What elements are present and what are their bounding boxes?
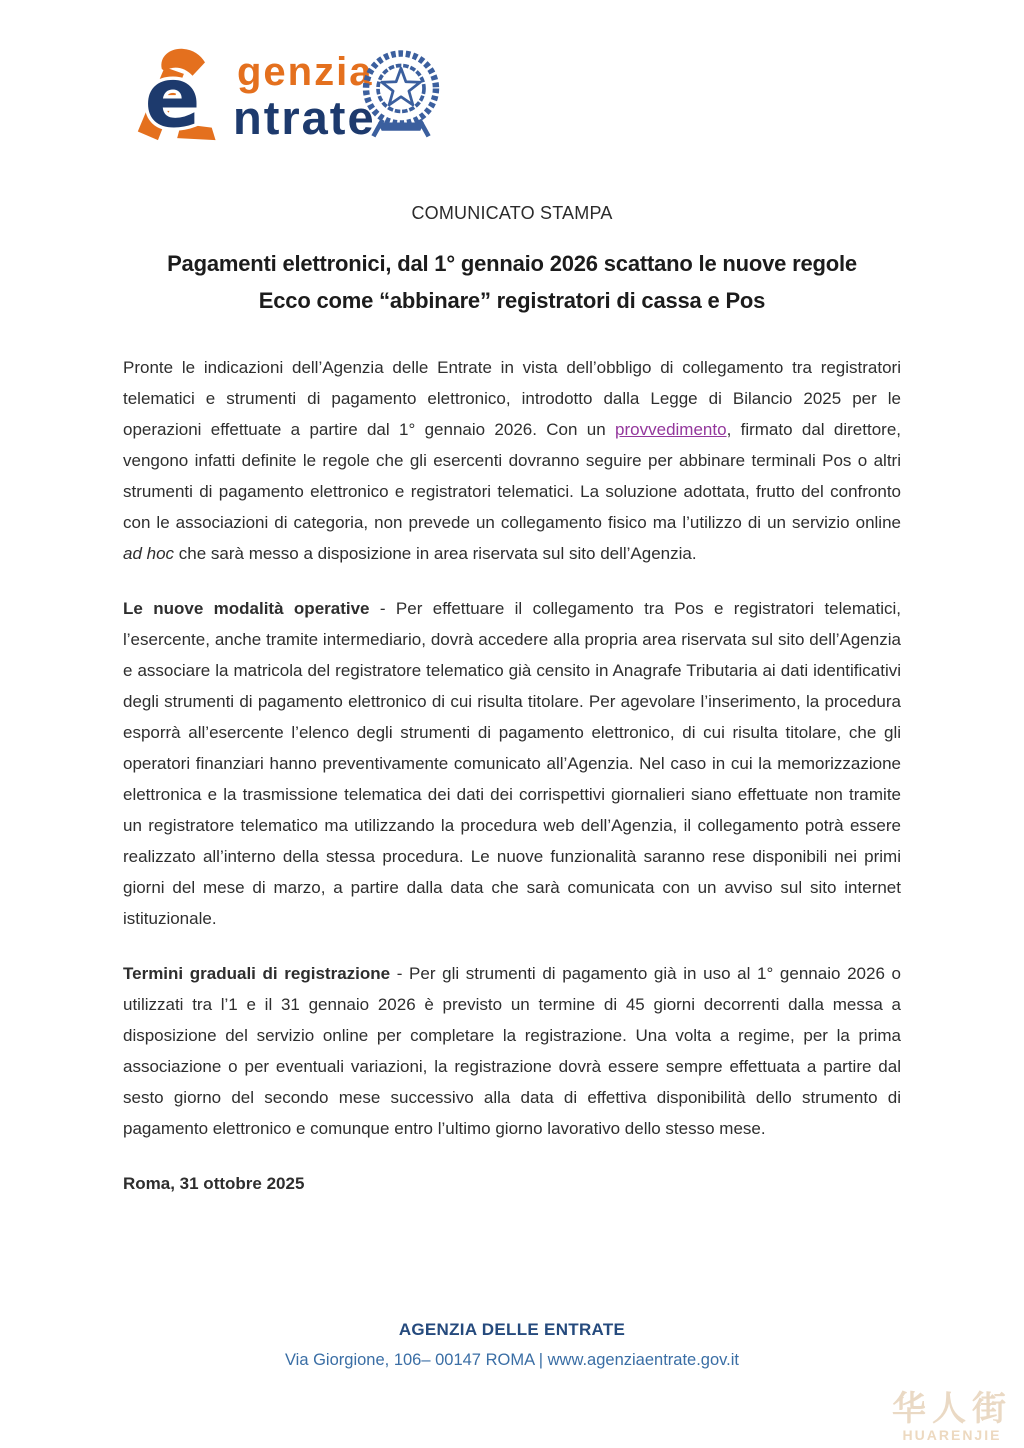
watermark-latin-text: HUARENJIE — [902, 1427, 1002, 1443]
paragraph-termini-text: - Per gli strumenti di pagamento già in uso al 1° gennaio 2026 o utilizzati tra l’1 e il 31 gennaio 2026 è previsto un termine di 45 giorni decorrenti dalla messa a disposizione del servizio online per completare la registrazione. Una volta a regime, per la prima associazione o per eventuali variazioni, la registrazione dovrà essere sempre effettuata a partire dal sesto giorno del secondo mese successivo alla data di effettiva disponibilità dello strumento di pagamento elettronico e comunque entro l’ultimo giorno lavorativo dello stesso mese. — [123, 964, 901, 1138]
provvedimento-link[interactable]: provvedimento — [615, 420, 727, 439]
paragraph-modalita-operative — [123, 593, 901, 934]
watermark-chinese-text: 华人街 — [892, 1390, 1012, 1428]
agenzia-entrate-logo — [133, 46, 593, 142]
paragraph-modalita-text: - Per effettuare il collegamento tra Pos e registratori telematici, l’esercente, anche tramite intermediario, dovrà accedere alla propria area riservata sul sito dell’Agenzia e associare la matricola del registratore telematico già censito in Anagrafe Tributaria ai dati identificativi degli strumenti di pagamento elettronico di cui risulta titolare. Per agevolare l’inserimento, la procedura esporrà all’esercente l’elenco degli strumenti di pagamento elettronico, di cui risulta titolare, che gli operatori finanziari hanno preventivamente comunicato all’Agenzia. Nel caso in cui la memorizzazione elettronica e la trasmissione telematica dei dati dei corrispettivi giornalieri siano effettuate non tramite un registratore telematico ma utilizzando la procedura web dell’Agenzia, il collegamento potrà essere realizzato all’interno della stessa procedura. Le nuove funzionalità saranno rese disponibili nei primi giorni del mese di marzo, a partire dalla data che sarà comunicata con un avviso sul sito internet istituzionale. — [123, 599, 901, 928]
page-footer — [0, 1320, 1024, 1370]
paragraph-termini-lead: Termini graduali di registrazione — [123, 964, 391, 983]
paragraph-termini-registrazione — [123, 958, 901, 1144]
page-title-line1: Pagamenti elettronici, dal 1° gennaio 2026 scattano le nuove regole — [167, 251, 857, 276]
dateline: Roma, 31 ottobre 2025 — [123, 1174, 305, 1193]
agenzia-entrate-logo-mark-icon — [133, 46, 229, 142]
page-title-line2: Ecco come “abbinare” registratori di cassa e Pos — [258, 288, 766, 313]
logo-word-genzia: genzia — [237, 50, 374, 94]
logo-word-ntrate: ntrate — [233, 91, 376, 144]
press-release-body — [123, 352, 901, 1223]
italian-republic-emblem-icon — [355, 48, 447, 140]
paragraph-intro-text: Pronte le indicazioni dell’Agenzia delle Entrate in vista dell’obbligo di collegamento tra registratori telematici e strumenti di pagamento elettronico, introdotto dalla Legge di Bilancio 2025 per le operazioni effettuate a partire dal 1° gennaio 2026. Con un — [123, 358, 901, 439]
footer-organization: AGENZIA DELLE ENTRATE — [398, 1320, 626, 1339]
footer-address: Via Giorgione, 106– 00147 ROMA | www.agenziaentrate.gov.it — [284, 1351, 740, 1369]
svg-text:e: e — [144, 50, 201, 142]
paragraph-intro-text3: che sarà messo a disposizione in area riservata sul sito dell’Agenzia. — [174, 544, 697, 563]
paragraph-modalita-lead: Le nuove modalità operative — [123, 599, 370, 618]
paragraph-intro-italic: ad hoc — [123, 544, 175, 563]
paragraph-intro — [123, 352, 901, 569]
page-title — [90, 245, 934, 319]
huarenjie-watermark — [892, 1392, 1012, 1442]
paragraph-intro-text2: , firmato dal direttore, vengono infatti definite le regole che gli esercenti dovranno seguire per abbinare terminali Pos o altri strumenti di pagamento elettronico e registratori telematici. La soluzione adottata, frutto del confronto con le associazioni di categoria, non prevede un collegamento fisico ma l’utilizzo di un servizio online — [123, 420, 902, 532]
kicker-comunicato-stampa: COMUNICATO STAMPA — [411, 203, 613, 223]
